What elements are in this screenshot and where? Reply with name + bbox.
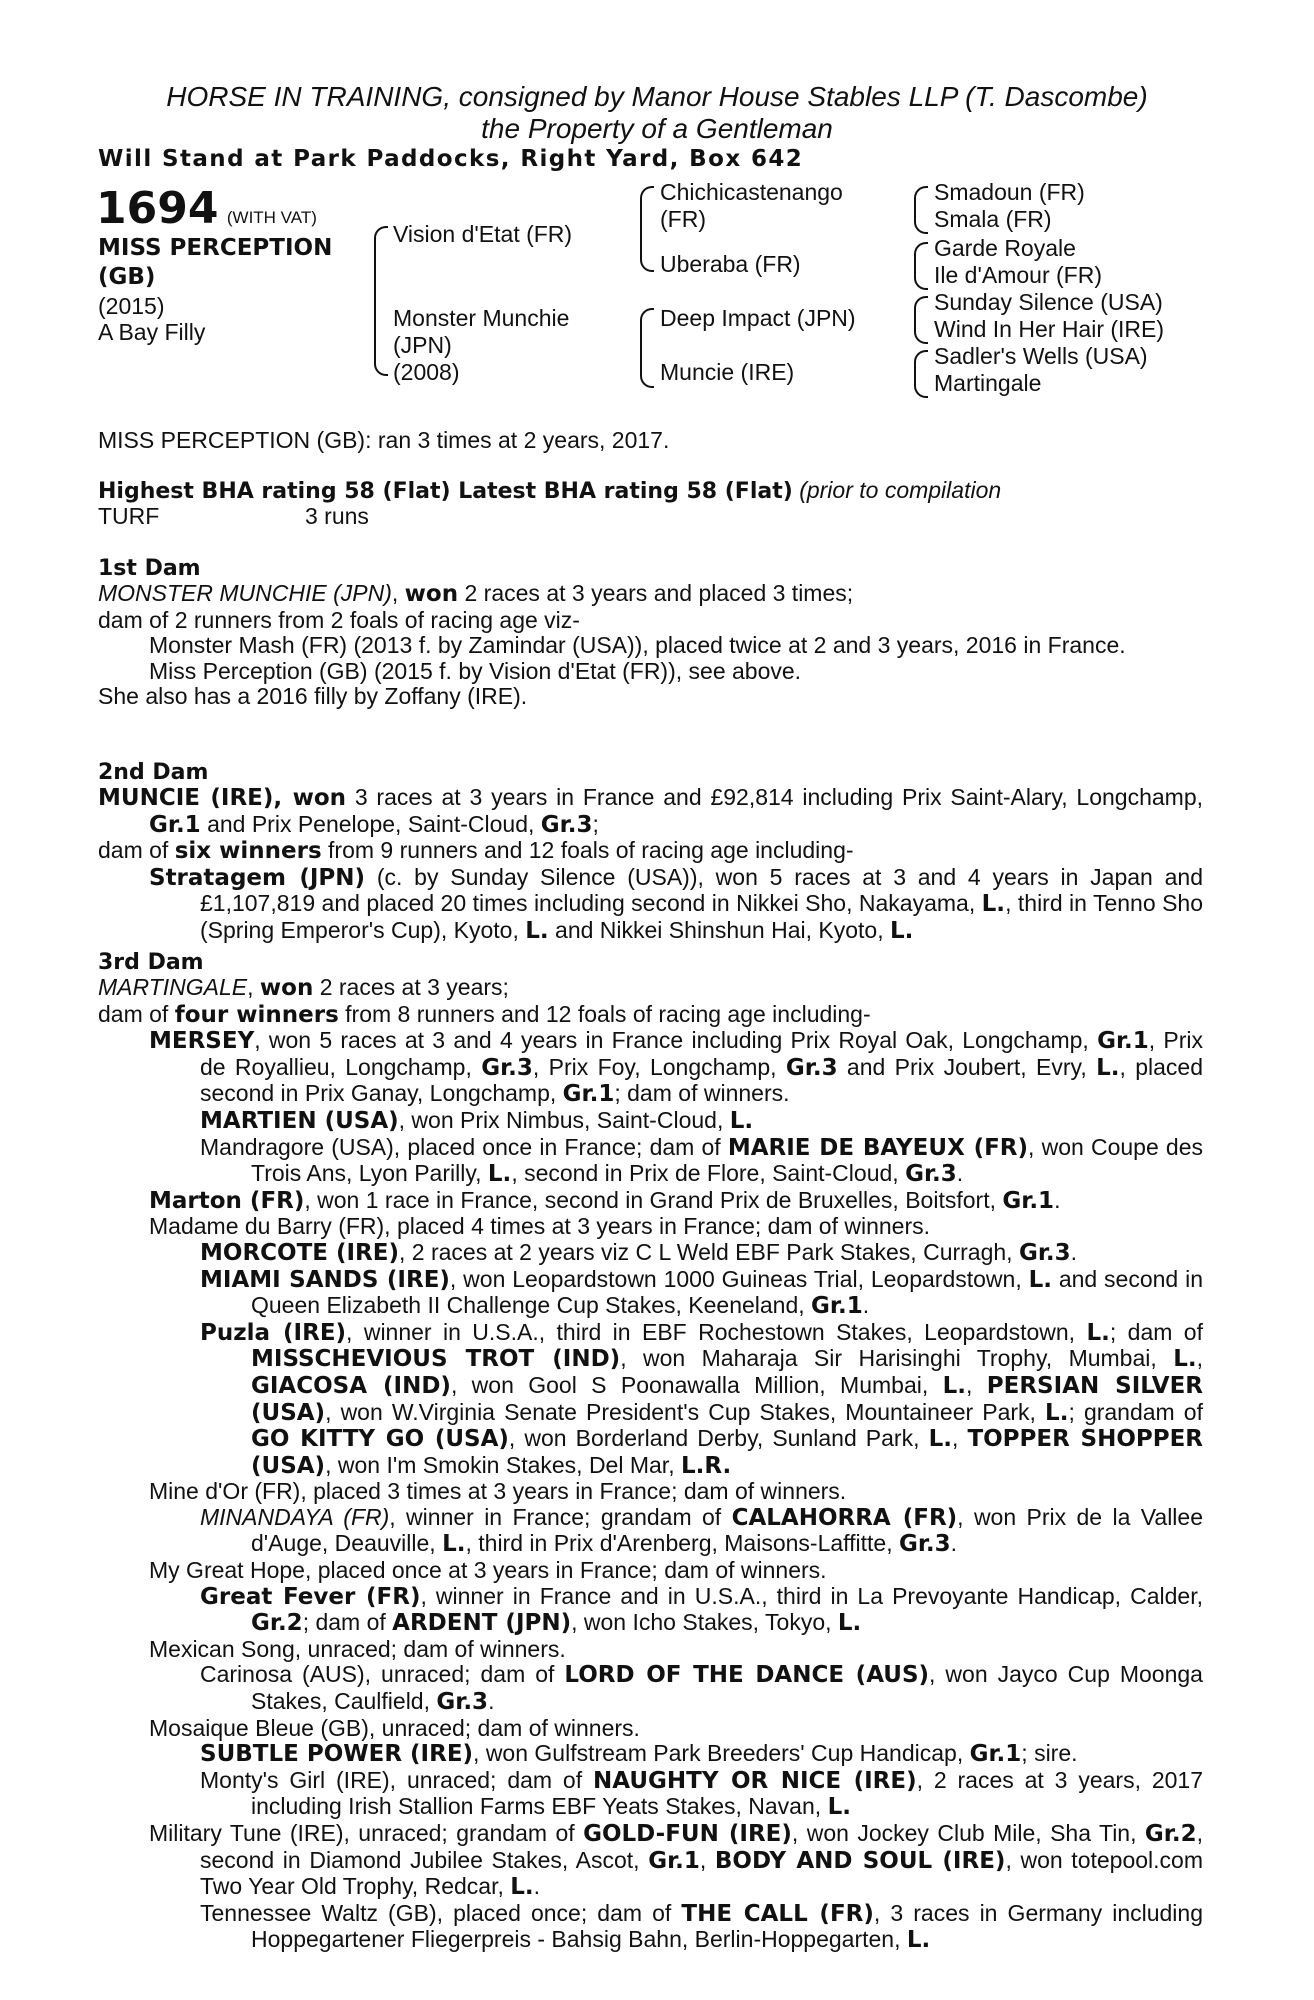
dam-sire-sire: Sunday Silence (USA) (934, 289, 1163, 315)
sire-sire-line-1: Chichicastenango (660, 179, 843, 205)
turf-runs: 3 runs (305, 503, 369, 529)
foaling-year: (2015) (98, 293, 165, 319)
lot-number: 1694 (96, 183, 219, 234)
dam-sire-dam: Wind In Her Hair (IRE) (934, 316, 1165, 342)
dam-line-1: Monster Munchie (393, 305, 570, 331)
horse-name: MISS PERCEPTION (98, 235, 333, 261)
section-heading-1st-dam: 1st Dam (98, 556, 201, 581)
dam-line-3: (2008) (393, 359, 460, 385)
consignor-line: HORSE IN TRAINING, consigned by Manor House Stables LLP (T. Dascombe) (166, 81, 1148, 112)
vat-note: (WITH VAT) (226, 208, 317, 227)
dam-dam: Muncie (IRE) (660, 359, 795, 385)
property-line: the Property of a Gentleman (481, 113, 833, 144)
section-heading-2nd-dam: 2nd Dam (98, 760, 209, 785)
lot-number-block (96, 183, 317, 234)
dam-dam-dam: Martingale (934, 370, 1042, 396)
sire-sire-line-2: (FR) (660, 206, 706, 232)
second-dam-text: MUNCIE (IRE), won 3 races at 3 years in France and £92,814 including Prix Saint-Alary, Longchamp, Gr.1 and Prix Penelope, Saint-Cloud, Gr.3; dam of six winners from 9 runners and 12 foals of racing age including- Stratagem (JPN) (c. by Sunday Silence (USA)), won 5 races at 3 and 4 years in Japan and £1,107,819 and placed 20 times including second in Nikkei Sho, Nakayama, L., third in Tenno Sho (Spring Emperor's Cup), Kyoto, L. and Nikkei Shinshun Hai, Kyoto, L. (98, 784, 1204, 944)
sire-sire-dam: Smala (FR) (934, 206, 1052, 232)
gp-brace-3 (914, 296, 928, 344)
sire-parents-brace (640, 186, 654, 272)
dam-line-2: (JPN) (393, 332, 452, 358)
bha-rating (98, 478, 1001, 505)
sire-sire-sire: Smadoun (FR) (934, 179, 1085, 205)
dam-parents-brace (640, 308, 654, 388)
bha-rating-note: (prior to compilation (799, 477, 1002, 503)
horse-country: (GB) (98, 264, 156, 290)
gp-brace-4 (914, 350, 928, 398)
dam-sire: Deep Impact (JPN) (660, 305, 856, 331)
stand-location: Will Stand at Park Paddocks, Right Yard, Box 642 (98, 146, 804, 172)
sire-dam-brace (374, 226, 388, 376)
section-heading-3rd-dam: 3rd Dam (98, 950, 204, 975)
race-record: MISS PERCEPTION (GB): ran 3 times at 2 years, 2017. (98, 427, 670, 453)
turf-label: TURF (98, 503, 160, 529)
sire-dam: Uberaba (FR) (660, 251, 801, 277)
sire-dam-sire: Garde Royale (934, 235, 1076, 261)
horse-description: A Bay Filly (98, 319, 206, 345)
gp-brace-1 (914, 186, 928, 234)
sire-dam-dam: Ile d'Amour (FR) (934, 262, 1102, 288)
dam-dam-sire: Sadler's Wells (USA) (934, 343, 1148, 369)
third-dam-text: MARTINGALE, won 2 races at 3 years; dam of four winners from 8 runners and 12 foals of racing age including- MERSEY, won 5 races at 3 and 4 years in France including Prix Royal Oak, Longchamp, Gr.1, Prix de Royallieu, Longchamp, Gr.3, Prix Foy, Longchamp, Gr.3 and Prix Joubert, Evry, L., placed second in Prix Ganay, Longchamp, Gr.1; dam of winners. MARTIEN (USA), won Prix Nimbus, Saint-Cloud, L. Mandragore (USA), placed once in France; dam of MARIE DE BAYEUX (FR), won Coupe des Trois Ans, Lyon Parilly, L., second in Prix de Flore, Saint-Cloud, Gr.3. Marton (FR), won 1 race in France, second in Grand Prix de Bruxelles, Boitsfort, Gr.1. Madame du Barry (FR), placed 4 times at 3 years in France; dam of winners. MORCOTE (IRE), 2 races at 2 years viz C L Weld EBF Park Stakes, Curragh, Gr.3. MIAMI SANDS (IRE), won Leopardstown 1000 Guineas Trial, Leopardstown, L. and second in Queen Elizabeth II Challenge Cup Stakes, Keeneland, Gr.1. Puzla (IRE), winner in U.S.A., third in EBF Rochestown Stakes, Leopardstown, L.; dam of MISSCHEVIOUS TROT (IND), won Maharaja Sir Harisinghi Trophy, Mumbai, L., GIACOSA (IND), won Gool S Poonawalla Million, Mumbai, L., PERSIAN SILVER (USA), won W.Virginia Senate President's Cup Stakes, Mountaineer Park, L.; grandam of GO KITTY GO (USA), won Borderland Derby, Sunland Park, L., TOPPER SHOPPER (USA), won I'm Smokin Stakes, Del Mar, L.R. Mine d'Or (FR), placed 3 times at 3 years in France; dam of winners. MINANDAYA (FR), winner in France; grandam of CALAHORRA (FR), won Prix de la Vallee d'Auge, Deauville, L., third in Prix d'Arenberg, Maisons-Laffitte, Gr.3. My Great Hope, placed once at 3 years in France; dam of winners. Great Fever (FR), winner in France and in U.S.A., third in La Prevoyante Handicap, Calder, Gr.2; dam of ARDENT (JPN), won Icho Stakes, Tokyo, L. Mexican Song, unraced; dam of winners. Carinosa (AUS), unraced; dam of LORD OF THE DANCE (AUS), won Jayco Cup Moonga Stakes, Caulfield, Gr.3. Mosaique Bleue (GB), unraced; dam of winners. SUBTLE POWER (IRE), won Gulfstream Park Breeders' Cup Handicap, Gr.1; sire. Monty's Girl (IRE), unraced; dam of NAUGHTY OR NICE (IRE), 2 races at 3 years, 2017 including Irish Stallion Farms EBF Yeats Stakes, Navan, L. Military Tune (IRE), unraced; grandam of GOLD-FUN (IRE), won Jockey Club Mile, Sha Tin, Gr.2, second in Diamond Jubilee Stakes, Ascot, Gr.1, BODY AND SOUL (IRE), won totepool.com Two Year Old Trophy, Redcar, L.. Tennessee Waltz (GB), placed once; dam of THE CALL (FR), 3 races in Germany including Hoppegartener Fliegerpreis - Bahsig Bahn, Berlin-Hoppegarten, L. (98, 974, 1204, 1954)
gp-brace-2 (914, 242, 928, 290)
bha-rating-values: Highest BHA rating 58 (Flat) Latest BHA rating 58 (Flat) (98, 479, 793, 504)
sire: Vision d'Etat (FR) (393, 221, 573, 247)
first-dam-text: MONSTER MUNCHIE (JPN), won 2 races at 3 years and placed 3 times; dam of 2 runners from 2 foals of racing age viz- Monster Mash (FR) (2013 f. by Zamindar (USA)), placed twice at 2 and 3 years, 2016 in France. Miss Perception (GB) (2015 f. by Vision d'Etat (FR)), see above. She also has a 2016 filly by Zoffany (IRE). (98, 580, 1126, 710)
